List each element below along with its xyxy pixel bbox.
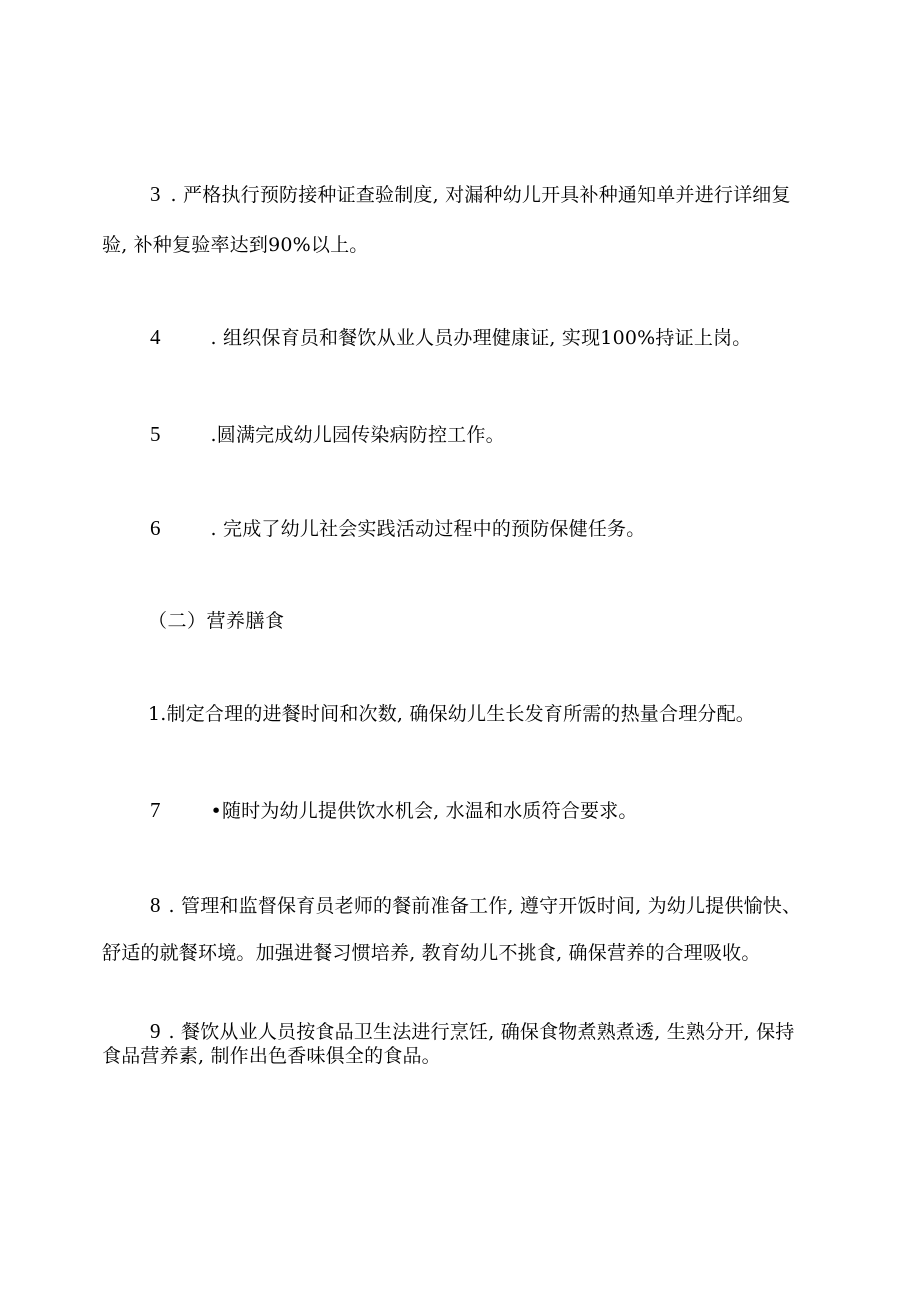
- item-number: 8: [150, 893, 161, 917]
- item-number: 4: [150, 325, 161, 349]
- item-6: [150, 518, 645, 539]
- item-text: . 餐饮从业人员按食品卫生法进行烹饪, 确保食物煮熟煮透, 生熟分开, 保持: [168, 1021, 795, 1043]
- item-5: [150, 424, 505, 445]
- item-number: 3: [150, 182, 161, 206]
- item-3-line-1: [150, 184, 791, 205]
- nutrition-item-9-line-2: [102, 1047, 441, 1066]
- item-number: 7: [150, 798, 161, 822]
- item-4: [150, 327, 751, 348]
- nutrition-item-9-line-1: [150, 1021, 794, 1042]
- item-text-continued: 舒适的就餐环境。加强进餐习惯培养, 教育幼儿不挑食, 确保营养的合理吸收。: [102, 942, 761, 964]
- item-text-continued: 食品营养素, 制作出色香味俱全的食品。: [102, 1045, 441, 1067]
- nutrition-item-8-line-1: [150, 895, 801, 916]
- item-text: . 完成了幼儿社会实践活动过程中的预防保健任务。: [210, 518, 646, 540]
- nutrition-item-8-line-2: [102, 944, 761, 963]
- item-text: . 管理和监督保育员老师的餐前准备工作, 遵守开饭时间, 为幼儿提供愉快、: [168, 895, 802, 917]
- section-heading: （二）营养膳食: [148, 610, 285, 632]
- item-text: 1.制定合理的进餐时间和次数, 确保幼儿生长发育所需的热量合理分配。: [148, 703, 756, 725]
- nutrition-item-1: [148, 705, 755, 724]
- item-text: . 严格执行预防接种证查验制度, 对漏种幼儿开具补种通知单并进行详细复: [170, 184, 791, 206]
- nutrition-item-7: [150, 800, 638, 821]
- item-number: 5: [150, 422, 161, 446]
- item-text-continued: 验, 补种复验率达到90%以上。: [102, 234, 369, 256]
- item-3-line-2: [102, 236, 369, 255]
- item-text: .圆满完成幼儿园传染病防控工作。: [210, 424, 505, 446]
- item-text: . 组织保育员和餐饮从业人员办理健康证, 实现100%持证上岗。: [210, 327, 752, 349]
- item-number: 6: [150, 516, 161, 540]
- item-number: 9: [150, 1019, 161, 1043]
- item-text: •随时为幼儿提供饮水机会, 水温和水质符合要求。: [210, 800, 638, 822]
